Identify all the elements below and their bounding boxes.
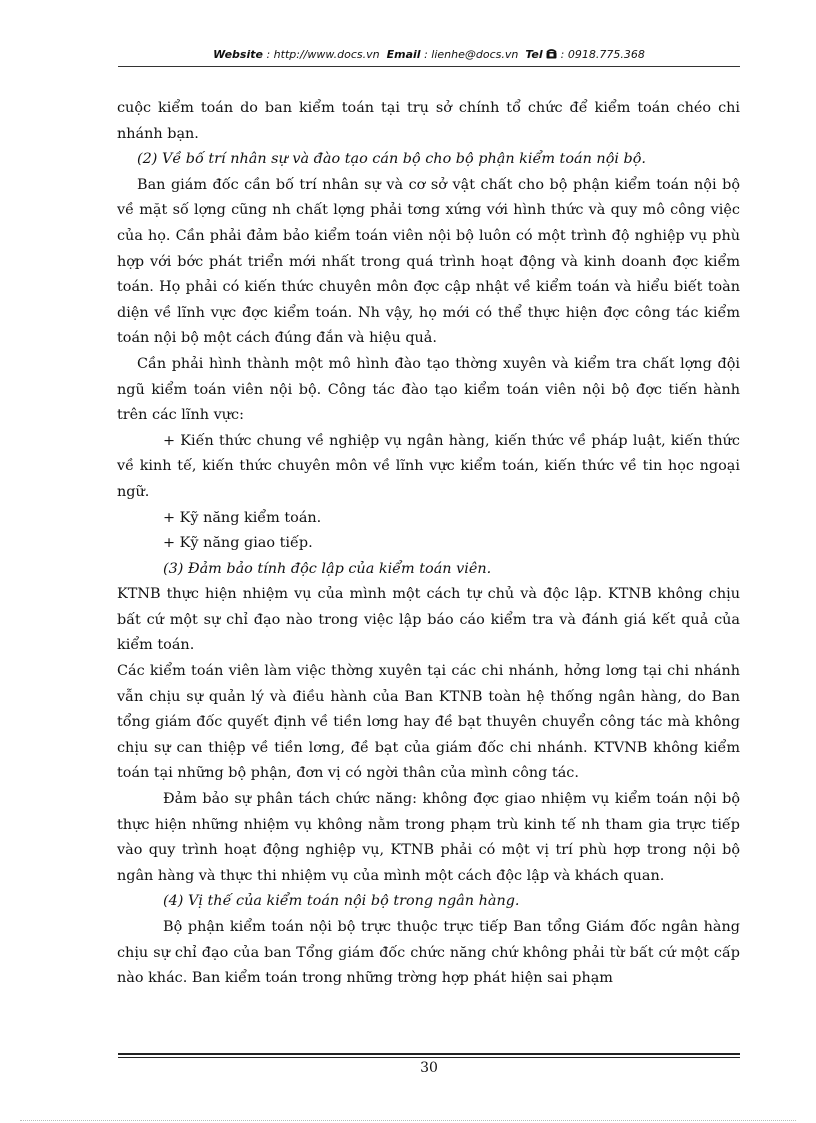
paragraph: KTNB thực hiện nhiệm vụ của mình một cách tự chủ và độc lập. KTNB không chịu bất cứ một sự chỉ đạo nào trong việc lập báo cáo kiểm tra và đánh giá kết quả của kiểm toán. [117,586,740,654]
footer-rule [118,1053,740,1055]
paragraph: cuộc kiểm toán do ban kiểm toán tại trụ sở chính tổ chức để kiểm toán chéo chi nhánh bạn. [117,100,740,142]
email-label: Email [386,48,421,61]
list-item: + Kỹ năng giao tiếp. [163,535,313,552]
section-heading-4: (4) Vị thế của kiểm toán nội bộ trong ngân hàng. [163,893,520,910]
email-value: : lienhe@docs.vn [424,48,519,61]
paragraph: Bộ phận kiểm toán nội bộ trực thuộc trực tiếp Ban tổng Giám đốc ngân hàng chịu sự chỉ đạo của ban Tổng giám đốc chức năng chứ không phải từ bất cứ một cấp nào khác. Ban kiểm toán trong những trờng hợp phát hiện sai phạm [117,919,740,987]
website-label: Website [213,48,263,61]
phone-icon [546,49,557,62]
paragraph: Ban giám đốc cần bố trí nhân sự và cơ sở vật chất cho bộ phận kiểm toán nội bộ về mặt số lợng cũng nh chất lợng phải tơng xứng với hình thức và quy mô công việc của họ. Cần phải đảm bảo kiểm toán viên nội bộ luôn có một trình độ nghiệp vụ phù hợp với bớc phát triển mới nhất trong quá trình hoạt động và kinh doanh đợc kiểm toán. Họ phải có kiến thức chuyên môn đợc cập nhật về kiểm toán và hiểu biết toàn diện về lĩnh vực đợc kiểm toán. Nh vậy, họ mới có thể thực hiện đợc công tác kiểm toán nội bộ một cách đúng đắn và hiệu quả. [117,176,740,347]
header-rule [118,66,740,67]
page-header [118,48,740,62]
footer-rule [118,1057,740,1058]
paragraph: Các kiểm toán viên làm việc thờng xuyên tại các chi nhánh, hởng lơng tại chi nhánh vẫn chịu sự quản lý và điều hành của Ban KTNB toàn hệ thống ngân hàng, do Ban tổng giám đốc quyết định về tiền lơng hay đề bạt thuyên chuyển công tác mà không chịu sự can thiệp về tiền lơng, đề bạt của giám đốc chi nhánh. KTVNB không kiểm toán tại những bộ phận, đơn vị có ngời thân của mình công tác. [117,663,740,782]
section-heading-3: (3) Đảm bảo tính độc lập của kiểm toán viên. [163,560,492,577]
list-item: + Kiến thức chung về nghiệp vụ ngân hàng, kiến thức về pháp luật, kiến thức về kinh tế, kiến thức chuyên môn về lĩnh vực kiểm toán, kiến thức về tin học ngoại ngữ. [117,432,740,500]
section-heading-2: (2) Về bố trí nhân sự và đào tạo cán bộ cho bộ phận kiểm toán nội bộ. [137,151,646,168]
page-edge-divider [20,1120,796,1121]
tel-value: : 0918.775.368 [560,48,645,61]
list-item: + Kỹ năng kiểm toán. [163,509,322,526]
paragraph: Đảm bảo sự phân tách chức năng: không đợc giao nhiệm vụ kiểm toán nội bộ thực hiện những nhiệm vụ không nằm trong phạm trù kinh tế nh tham gia trực tiếp vào quy trình hoạt động nghiệp vụ, KTNB phải có một vị trí phù hợp trong nội bộ ngân hàng và thực thi nhiệm vụ của mình một cách độc lập và khách quan. [117,791,740,884]
page-number: 30 [420,1060,438,1076]
paragraph: Cần phải hình thành một mô hình đào tạo thờng xuyên và kiểm tra chất lợng đội ngũ kiểm toán viên nội bộ. Công tác đào tạo kiểm toán viên nội bộ đợc tiến hành trên các lĩnh vực: [117,355,740,424]
tel-label: Tel [525,48,543,61]
website-value: : http://www.docs.vn [266,48,380,61]
page-content [117,96,740,992]
